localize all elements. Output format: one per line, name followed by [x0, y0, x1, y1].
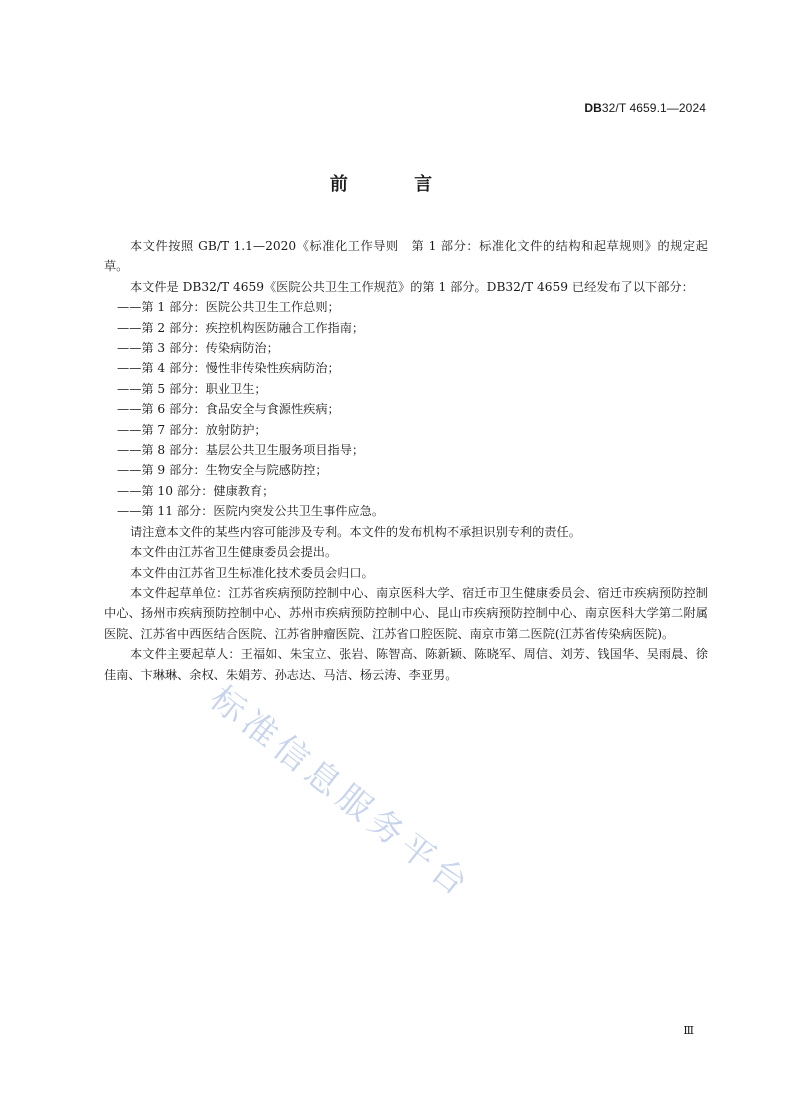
list-item: ——第 7 部分：放射防护；: [117, 422, 267, 437]
list-item: ——第 5 部分：职业卫生；: [117, 381, 267, 396]
paragraph: 本文件按照 GB/T 1.1—2020《标准化工作导则 第 1 部分：标准化文件的结构和起草规则》的规定起草。: [104, 239, 708, 274]
page-title: 前 言: [329, 174, 463, 195]
code-number: 32/T 4659.1—2024: [601, 101, 706, 115]
page-number: Ⅲ: [683, 1024, 694, 1037]
paragraph: 本文件由江苏省卫生健康委员会提出。: [130, 545, 338, 560]
paragraph: 本文件是 DB32/T 4659《医院公共卫生工作规范》的第 1 部分。DB32/T 4659 已经发布了以下部分：: [130, 279, 694, 294]
paragraph: 本文件主要起草人：王福如、朱宝立、张岩、陈智高、陈新颖、陈晓军、周信、刘芳、钱国华、吴雨晨、徐佳南、卞琳琳、余权、朱娟芳、孙志达、马洁、杨云涛、李亚男。: [104, 647, 708, 682]
watermark: 标准信息服务平台: [202, 678, 480, 907]
list-item: ——第 11 部分：医院内突发公共卫生事件应急。: [117, 504, 385, 519]
paragraph: 请注意本文件的某些内容可能涉及专利。本文件的发布机构不承担识别专利的责任。: [130, 524, 581, 539]
list-item: ——第 3 部分：传染病防治；: [117, 341, 279, 356]
document-code: [584, 101, 706, 115]
list-item: ——第 10 部分：健康教育；: [117, 483, 275, 498]
list-item: ——第 1 部分：医院公共卫生工作总则；: [117, 300, 340, 315]
list-item: ——第 8 部分：基层公共卫生服务项目指导；: [117, 443, 365, 458]
document-body: [104, 236, 708, 685]
paragraph: 本文件起草单位：江苏省疾病预防控制中心、南京医科大学、宿迁市卫生健康委员会、宿迁市疾病预防控制中心、扬州市疾病预防控制中心、苏州市疾病预防控制中心、昆山市疾病预防控制中心、南京医科大学第二附属医院、江苏省中西医结合医院、江苏省肿瘤医院、江苏省口腔医院、南京市第二医院(江苏省传染病医院)。: [104, 585, 708, 641]
list-item: ——第 2 部分：疾控机构医防融合工作指南；: [117, 320, 365, 335]
list-item: ——第 4 部分：慢性非传染性疾病防治；: [117, 361, 340, 376]
paragraph: 本文件由江苏省卫生标准化技术委员会归口。: [130, 565, 374, 580]
list-item: ——第 9 部分：生物安全与院感防控；: [117, 463, 328, 478]
list-item: ——第 6 部分：食品安全与食源性疾病；: [117, 402, 340, 417]
code-prefix: DB: [584, 101, 602, 115]
